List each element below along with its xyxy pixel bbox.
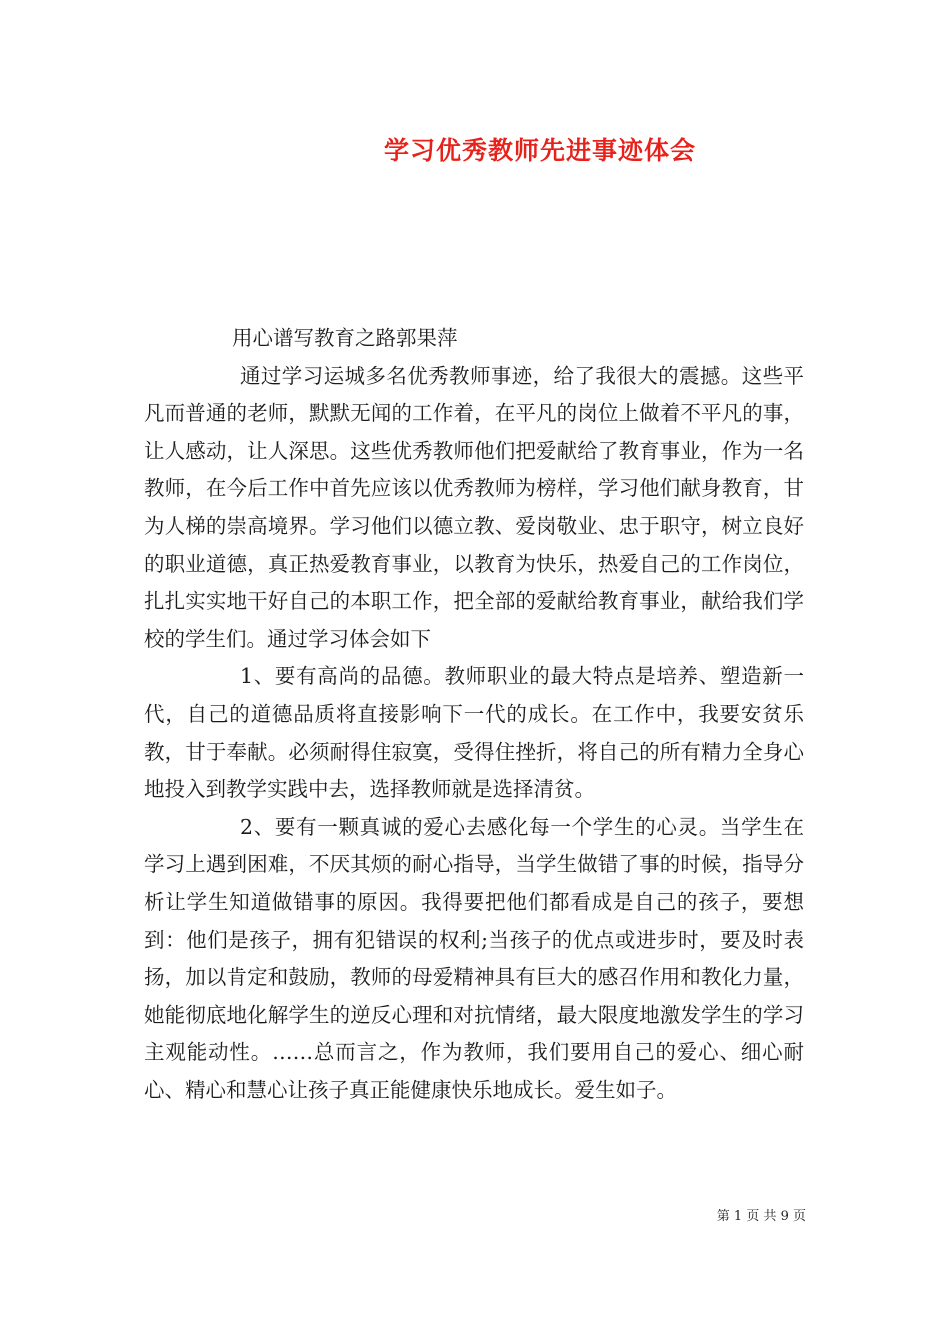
- paragraph-intro: 通过学习运城多名优秀教师事迹，给了我很大的震撼。这些平凡而普通的老师，默默无闻的工作着，在平凡的岗位上做着不平凡的事，让人感动，让人深思。这些优秀教师他们把爱献给了教育事业，作为一名教师，在今后工作中首先应该以优秀教师为榜样，学习他们献身教育，甘为人梯的崇高境界。学习他们以德立教、爱岗敬业、忠于职守，树立良好的职业道德，真正热爱教育事业，以教育为快乐，热爱自己的工作岗位，扎扎实实地干好自己的本职工作，把全部的爱献给教育事业，献给我们学校的学生们。通过学习体会如下: [144, 363, 804, 651]
- paragraph-point-2: 2、要有一颗真诚的爱心去感化每一个学生的心灵。当学生在学习上遇到困难，不厌其烦的耐心指导，当学生做错了事的时候，指导分析让学生知道做错事的原因。我得要把他们都看成是自己的孩子，要想到：他们是孩子，拥有犯错误的权利;当孩子的优点或进步时，要及时表扬，加以肯定和鼓励，教师的母爱精神具有巨大的感召作用和教化力量，她能彻底地化解学生的逆反心理和对抗情绪，最大限度地激发学生的学习主观能动性。……总而言之，作为教师，我们要用自己的爱心、细心耐心、精心和慧心让孩子真正能健康快乐地成长。爱生如子。: [144, 814, 804, 1102]
- paragraph-point-1: 1、要有高尚的品德。教师职业的最大特点是培养、塑造新一代，自己的道德品质将直接影响下一代的成长。在工作中，我要安贫乐教，甘于奉献。必须耐得住寂寞，受得住挫折，将自己的所有精力全身心地投入到教学实践中去，选择教师就是选择清贫。: [144, 664, 804, 802]
- byline: 用心谱写教育之路郭果萍: [232, 326, 458, 350]
- document-title: 学习优秀教师先进事迹体会: [383, 136, 696, 165]
- document-body: [144, 320, 804, 1109]
- page-number-footer: 第 1 页 共 9 页: [716, 1209, 806, 1224]
